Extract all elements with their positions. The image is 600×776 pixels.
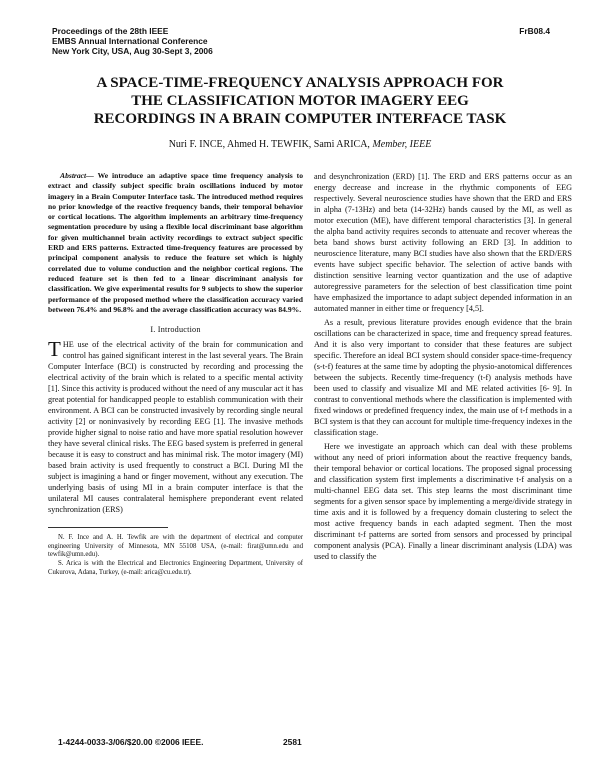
footnote-affiliation-1: N. F. Ince and A. H. Tewfik are with the department of electrical and computer engineering University of Minnesota, MN 55108 USA, (e-mail: firat@umn.edu and tewfik@umn.edu). <box>48 534 303 559</box>
section-heading-introduction: I. Introduction <box>150 325 201 335</box>
paper-code: FrB08.4 <box>519 26 550 36</box>
body-paragraph: Here we investigate an approach which can deal with these problems without any need of priori information about the reactive frequency bands, their temporal behavior or cortical locations. The proposed signal processing and classification system first implements a discriminative t-f analysis on a multi-channel EEG data set. This step learns the most discriminant time segments for a given sensor space by implementing a merge/divide strategy in time axis and it is followed by a frequency domain clustering to select the most active frequency bands in each adapted segment. Then the most discriminant t-f patterns are sorted from sensors and processed by principal component analysis (PCA). Finally a linear discriminant analysis (LDA) was used to classify the <box>314 442 572 561</box>
title-line-3: RECORDINGS IN A BRAIN COMPUTER INTERFACE TASK <box>93 111 507 127</box>
abstract <box>48 171 303 315</box>
left-column <box>48 171 303 577</box>
author-names: Nuri F. INCE, Ahmed H. TEWFIK, Sami ARICA, <box>168 139 370 150</box>
paper-title <box>40 74 560 128</box>
footnote-affiliation-2: S. Arica is with the Electrical and Electronics Engineering Department, University of Cukurova, Adana, Turkey, (e-mail: arica@cu.edu.tr). <box>48 559 303 576</box>
footnote-divider <box>48 527 168 528</box>
header-line-1: Proceedings of the 28th IEEE <box>52 26 169 36</box>
author-line <box>40 139 560 151</box>
intro-paragraph <box>48 339 303 515</box>
page-number: 2581 <box>283 737 302 747</box>
body-paragraph: and desynchronization (ERD) [1]. The ERD and ERS patterns occur as an energy decrease and increase in the rhythmic components of EEG respectively. Several neuroscience studies have shown that the ERD and ERS in alpha (7-13Hz) and beta (14-32Hz) bands caused by the MI, as well as motor execution (ME), have different temporal characteristics [3]. In general the alpha band activity requires seconds to attenuate and recover whereas the beta band shows burst activity following an ERD [3]. In addition to neuroscience literature, many BCI studies have also shown that the ERD/ERS events have subject specific behavior. The selection of active bands with distinction sensitive learning vector quantization and the use of adaptive autoregressive parameters for the selection of best classification time point have emphasized the importance to adapt subject depended information in an automated manner in either time or frequency [4,5]. <box>314 172 572 313</box>
conference-header <box>52 26 372 56</box>
right-column <box>314 171 572 562</box>
intro-text: HE use of the electrical activity of the brain for communication and control has gained significant interest in the last several years. The Brain Computer Interface (BCI) is constructed by recording and processing the electrical activity of the brain which is related to a specific mental activity [1]. Since this activity is produced without the need of any muscular act it has great potential for handicapped people to establish communication with their environment. A BCI can be constructed invasively by recording single neural activity [2] or noninvasively by recording EEG [1]. The invasive methods provide higher signal to noise ratio and have more spatial resolution however they have several clinical risks. The EEG based system is preferred in general because it is easy to construct and has minimal risk. The motor imagery (MI) based brain activity is used frequently to construct a BCI. During MI the subject is imagining a hand or finger movement, without any execution. The underlying basis of using MI in a brain computer interface is that the unilateral MI causes contralateral hemisphere preponderant event related synchronization (ERS) <box>48 340 303 515</box>
copyright-footer: 1-4244-0033-3/06/$20.00 ©2006 IEEE. <box>58 737 204 747</box>
title-line-1: A SPACE-TIME-FREQUENCY ANALYSIS APPROACH FOR <box>96 75 504 91</box>
header-line-3: New York City, USA, Aug 30-Sept 3, 2006 <box>52 46 213 56</box>
drop-cap: T <box>48 337 61 362</box>
abstract-label: Abstract <box>60 171 87 180</box>
abstract-text: — We introduce an adaptive space time frequency analysis to extract and classify subject specific brain oscillations induced by motor imagery in a Brain Computer Interface task. The introduced method requires no prior knowledge of the reactive frequency bands, their temporal behavior or cortical locations. The algorithm implements an arbitrary time-frequency segmentation procedure by using a flexible local discriminant base algorithm for given multichannel brain activity recordings to extract subject specific ERD and ERS patterns. Extracted time-frequency features are processed by principal component analysis to reduce the feature set which is highly correlated due to volume conduction and the neighbor cortical regions. The reduced feature set is then fed to a linear discriminant analysis for classification. We give experimental results for 9 subjects to show the superior performance of the proposed method where the classification accuracy varied between 76.4% and 96.8% and the average classification accuracy was 84.9%. <box>48 171 303 314</box>
header-line-2: EMBS Annual International Conference <box>52 36 208 46</box>
body-paragraph: As a result, previous literature provides enough evidence that the brain oscillations can be characterized in space, time and frequency spread features. And it is also very important to consider that these features are subject specific. Therefore an ideal BCI system should consider space-time-frequency (s-t-f) features at the same time by adopting the physio-anotomical differences between the subjects. Recently time-frequency (t-f) analysis methods have been used to classify and visualize MI and ME related activities [6- 9]. In contrast to conventional methods where the classification is implemented with fixed windows or predefined frequency index, the main use of t-f methods in a BCI system is that they can account for multiple time-frequency indexes in the classification stage. <box>314 318 572 437</box>
author-membership: Member, IEEE <box>372 139 432 150</box>
title-line-2: THE CLASSIFICATION MOTOR IMAGERY EEG <box>131 93 469 109</box>
